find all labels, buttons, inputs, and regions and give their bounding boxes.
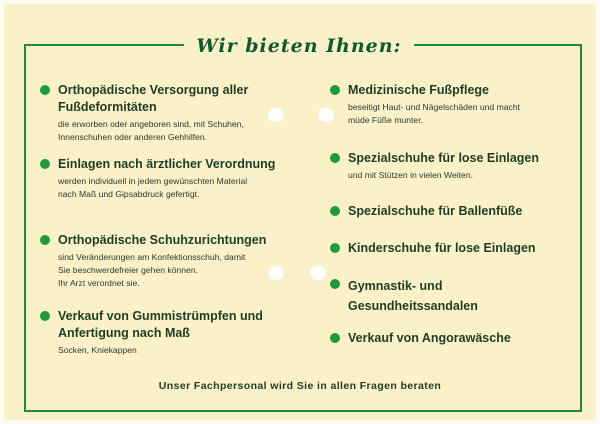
list-item — [330, 203, 575, 240]
item-heading: Verkauf von Gummistrümpfen und Anfertigung nach Maß — [58, 309, 263, 340]
bullet-icon — [330, 153, 340, 163]
desc-line: Socken, Kniekappen — [58, 345, 137, 355]
desc-line: Sie beschwerdefreier gehen können. — [58, 265, 198, 275]
item-description — [58, 175, 295, 201]
left-column — [40, 82, 295, 357]
document-sheet — [4, 4, 596, 420]
list-item — [330, 276, 518, 330]
item-description — [348, 169, 575, 182]
page-title: Wir bieten Ihnen: — [196, 35, 402, 57]
punch-hole — [268, 108, 284, 122]
bullet-icon — [330, 243, 340, 253]
bullet-icon — [40, 311, 50, 321]
item-description — [58, 251, 295, 290]
list-item — [40, 308, 295, 357]
item-heading: Spezialschuhe für lose Einlagen — [348, 151, 540, 165]
list-item — [330, 240, 575, 276]
desc-line: beseitigt Haut- und Nägelschäden und macht — [348, 102, 520, 112]
footer-text: Unser Fachpersonal wird Sie in allen Fragen beraten — [158, 380, 442, 392]
item-heading: Orthopädische Schuhzurichtungen — [58, 233, 267, 247]
punch-hole — [268, 266, 284, 280]
item-description — [58, 344, 295, 357]
bullet-icon — [330, 333, 340, 343]
list-item — [40, 156, 295, 232]
bullet-icon — [40, 235, 50, 245]
bullet-icon — [330, 85, 340, 95]
bullet-icon — [40, 159, 50, 169]
bullet-icon — [330, 279, 340, 289]
item-heading: Verkauf von Angorawäsche — [348, 331, 511, 345]
bullet-icon — [330, 206, 340, 216]
desc-line: die erworben oder angeboren sind, mit Schuhen, — [58, 119, 244, 129]
list-item — [330, 330, 575, 347]
item-heading: Orthopädische Versorgung aller Fußdeformitäten — [58, 83, 249, 114]
item-heading: Spezialschuhe für Ballenfüße — [348, 204, 523, 218]
item-heading: Medizinische Fußpflege — [348, 83, 489, 97]
list-item — [40, 232, 295, 308]
punch-hole — [310, 266, 326, 280]
right-column — [330, 82, 575, 347]
desc-line: nach Maß und Gipsabdruck gefertigt. — [58, 189, 200, 199]
bullet-icon — [40, 85, 50, 95]
item-heading: Einlagen nach ärztlicher Verordnung — [58, 157, 276, 171]
item-heading: Gymnastik- und Gesundheitssandalen — [348, 279, 478, 313]
desc-line: Innenschuhen oder anderen Gehhilfen. — [58, 132, 208, 142]
desc-line: sind Veränderungen am Konfektionsschuh, damit — [58, 252, 246, 262]
item-heading: Kinderschuhe für lose Einlagen — [348, 241, 536, 255]
desc-line: müde Füße munter. — [348, 115, 423, 125]
list-item — [40, 82, 295, 156]
desc-line: Ihr Arzt verordnet sie. — [58, 278, 140, 288]
list-item — [330, 150, 575, 203]
list-item — [330, 82, 575, 150]
desc-line: und mit Stützen in vielen Weiten. — [348, 170, 473, 180]
item-description — [348, 101, 575, 127]
desc-line: werden individuell in jedem gewünschten Material — [58, 176, 248, 186]
title-area — [184, 28, 414, 64]
item-description — [58, 118, 295, 144]
punch-hole — [318, 108, 334, 122]
